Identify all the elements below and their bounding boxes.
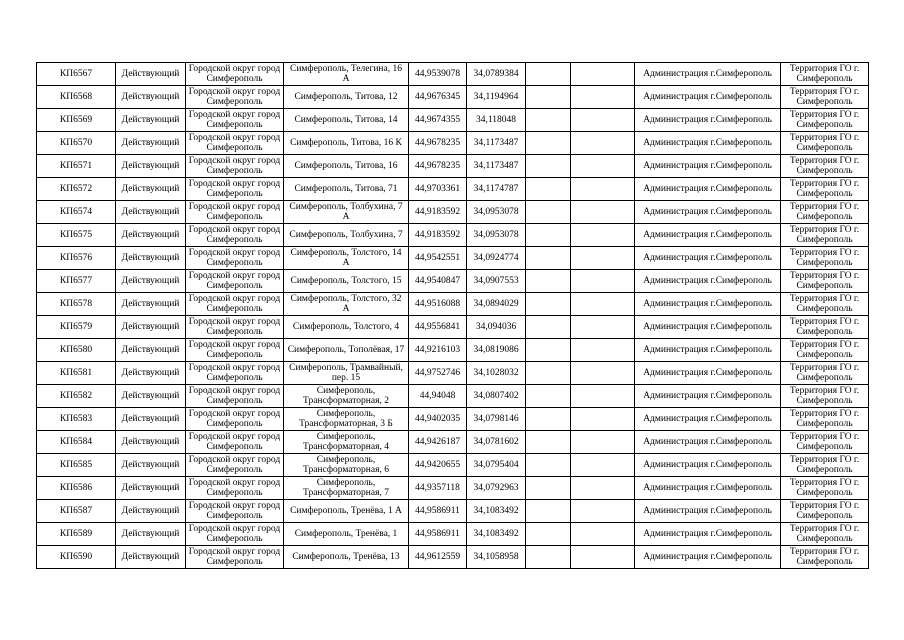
owner-cell: Администрация г.Симферополь (635, 224, 781, 247)
longitude-cell: 34,0781602 (467, 431, 526, 454)
longitude-cell: 34,0894029 (467, 293, 526, 316)
latitude-cell: 44,9183592 (409, 224, 467, 247)
empty-cell (526, 201, 571, 224)
record-code-cell: КП6585 (37, 454, 116, 477)
status-cell: Действующий (116, 362, 186, 385)
empty-cell (526, 362, 571, 385)
record-code-cell: КП6575 (37, 224, 116, 247)
latitude-cell: 44,9542551 (409, 247, 467, 270)
empty-cell (526, 523, 571, 546)
longitude-cell: 34,1194964 (467, 86, 526, 109)
territory-cell: Территория ГО г. Симферополь (781, 155, 869, 178)
table-row (37, 477, 869, 500)
status-cell: Действующий (116, 63, 186, 86)
territory-cell: Территория ГО г. Симферополь (781, 109, 869, 132)
empty-cell (526, 454, 571, 477)
address-cell: Симферополь, Тренёва, 1 (284, 523, 409, 546)
latitude-cell: 44,9678235 (409, 155, 467, 178)
record-code-cell: КП6569 (37, 109, 116, 132)
district-cell: Городской округ город Симферополь (186, 477, 284, 500)
empty-cell (526, 477, 571, 500)
table-row (37, 63, 869, 86)
address-cell: Симферополь, Титова, 14 (284, 109, 409, 132)
latitude-cell: 44,9216103 (409, 339, 467, 362)
table-row (37, 362, 869, 385)
latitude-cell: 44,9703361 (409, 178, 467, 201)
empty-cell (571, 63, 635, 86)
district-cell: Городской округ город Симферополь (186, 247, 284, 270)
empty-cell (571, 546, 635, 569)
territory-cell: Территория ГО г. Симферополь (781, 454, 869, 477)
longitude-cell: 34,0819086 (467, 339, 526, 362)
registry-table (36, 62, 869, 569)
table-row (37, 431, 869, 454)
record-code-cell: КП6567 (37, 63, 116, 86)
status-cell: Действующий (116, 270, 186, 293)
territory-cell: Территория ГО г. Симферополь (781, 201, 869, 224)
district-cell: Городской округ город Симферополь (186, 385, 284, 408)
table-row (37, 178, 869, 201)
district-cell: Городской округ город Симферополь (186, 316, 284, 339)
status-cell: Действующий (116, 293, 186, 316)
district-cell: Городской округ город Симферополь (186, 155, 284, 178)
territory-cell: Территория ГО г. Симферополь (781, 270, 869, 293)
owner-cell: Администрация г.Симферополь (635, 155, 781, 178)
empty-cell (571, 316, 635, 339)
longitude-cell: 34,0795404 (467, 454, 526, 477)
empty-cell (526, 408, 571, 431)
empty-cell (571, 339, 635, 362)
territory-cell: Территория ГО г. Симферополь (781, 477, 869, 500)
record-code-cell: КП6579 (37, 316, 116, 339)
owner-cell: Администрация г.Симферополь (635, 523, 781, 546)
empty-cell (526, 293, 571, 316)
longitude-cell: 34,094036 (467, 316, 526, 339)
address-cell: Симферополь, Трансформаторная, 4 (284, 431, 409, 454)
longitude-cell: 34,1058958 (467, 546, 526, 569)
status-cell: Действующий (116, 132, 186, 155)
status-cell: Действующий (116, 477, 186, 500)
table-row (37, 86, 869, 109)
record-code-cell: КП6581 (37, 362, 116, 385)
longitude-cell: 34,0907553 (467, 270, 526, 293)
owner-cell: Администрация г.Симферополь (635, 454, 781, 477)
table-row (37, 316, 869, 339)
empty-cell (526, 385, 571, 408)
table-row (37, 408, 869, 431)
address-cell: Симферополь, Тополёвая, 17 (284, 339, 409, 362)
owner-cell: Администрация г.Симферополь (635, 408, 781, 431)
longitude-cell: 34,1083492 (467, 500, 526, 523)
district-cell: Городской округ город Симферополь (186, 86, 284, 109)
address-cell: Симферополь, Трансформаторная, 3 Б (284, 408, 409, 431)
district-cell: Городской округ город Симферополь (186, 546, 284, 569)
territory-cell: Территория ГО г. Симферополь (781, 385, 869, 408)
address-cell: Симферополь, Толстого, 14 А (284, 247, 409, 270)
status-cell: Действующий (116, 247, 186, 270)
empty-cell (571, 362, 635, 385)
record-code-cell: КП6584 (37, 431, 116, 454)
address-cell: Симферополь, Тренёва, 13 (284, 546, 409, 569)
district-cell: Городской округ город Симферополь (186, 523, 284, 546)
owner-cell: Администрация г.Симферополь (635, 431, 781, 454)
district-cell: Городской округ город Симферополь (186, 500, 284, 523)
longitude-cell: 34,0953078 (467, 201, 526, 224)
record-code-cell: КП6580 (37, 339, 116, 362)
status-cell: Действующий (116, 500, 186, 523)
owner-cell: Администрация г.Симферополь (635, 546, 781, 569)
latitude-cell: 44,9539078 (409, 63, 467, 86)
district-cell: Городской округ город Симферополь (186, 109, 284, 132)
empty-cell (571, 408, 635, 431)
latitude-cell: 44,9678235 (409, 132, 467, 155)
status-cell: Действующий (116, 546, 186, 569)
territory-cell: Территория ГО г. Симферополь (781, 63, 869, 86)
registry-rows (37, 63, 869, 569)
territory-cell: Территория ГО г. Симферополь (781, 339, 869, 362)
owner-cell: Администрация г.Симферополь (635, 109, 781, 132)
empty-cell (526, 431, 571, 454)
address-cell: Симферополь, Титова, 16 К (284, 132, 409, 155)
latitude-cell: 44,9586911 (409, 500, 467, 523)
address-cell: Симферополь, Толстого, 32 А (284, 293, 409, 316)
empty-cell (526, 316, 571, 339)
empty-cell (571, 109, 635, 132)
table-row (37, 155, 869, 178)
district-cell: Городской округ город Симферополь (186, 408, 284, 431)
empty-cell (526, 224, 571, 247)
empty-cell (526, 155, 571, 178)
owner-cell: Администрация г.Симферополь (635, 63, 781, 86)
table-row (37, 454, 869, 477)
empty-cell (526, 247, 571, 270)
district-cell: Городской округ город Симферополь (186, 362, 284, 385)
empty-cell (526, 178, 571, 201)
address-cell: Симферополь, Трансформаторная, 6 (284, 454, 409, 477)
owner-cell: Администрация г.Симферополь (635, 132, 781, 155)
district-cell: Городской округ город Симферополь (186, 63, 284, 86)
longitude-cell: 34,118048 (467, 109, 526, 132)
status-cell: Действующий (116, 316, 186, 339)
empty-cell (526, 86, 571, 109)
district-cell: Городской округ город Симферополь (186, 431, 284, 454)
table-row (37, 523, 869, 546)
district-cell: Городской округ город Симферополь (186, 293, 284, 316)
table-row (37, 132, 869, 155)
owner-cell: Администрация г.Симферополь (635, 339, 781, 362)
record-code-cell: КП6568 (37, 86, 116, 109)
territory-cell: Территория ГО г. Симферополь (781, 86, 869, 109)
latitude-cell: 44,9556841 (409, 316, 467, 339)
owner-cell: Администрация г.Симферополь (635, 500, 781, 523)
table-row (37, 546, 869, 569)
district-cell: Городской округ город Симферополь (186, 224, 284, 247)
owner-cell: Администрация г.Симферополь (635, 86, 781, 109)
district-cell: Городской округ город Симферополь (186, 178, 284, 201)
owner-cell: Администрация г.Симферополь (635, 362, 781, 385)
longitude-cell: 34,0798146 (467, 408, 526, 431)
longitude-cell: 34,1173487 (467, 132, 526, 155)
table-row (37, 500, 869, 523)
territory-cell: Территория ГО г. Симферополь (781, 546, 869, 569)
owner-cell: Администрация г.Симферополь (635, 201, 781, 224)
territory-cell: Территория ГО г. Симферополь (781, 224, 869, 247)
record-code-cell: КП6582 (37, 385, 116, 408)
latitude-cell: 44,9540847 (409, 270, 467, 293)
address-cell: Симферополь, Толбухина, 7 (284, 224, 409, 247)
table-row (37, 339, 869, 362)
latitude-cell: 44,9586911 (409, 523, 467, 546)
owner-cell: Администрация г.Симферополь (635, 247, 781, 270)
record-code-cell: КП6587 (37, 500, 116, 523)
table-row (37, 270, 869, 293)
longitude-cell: 34,0789384 (467, 63, 526, 86)
empty-cell (571, 270, 635, 293)
longitude-cell: 34,0953078 (467, 224, 526, 247)
record-code-cell: КП6589 (37, 523, 116, 546)
empty-cell (571, 385, 635, 408)
territory-cell: Территория ГО г. Симферополь (781, 247, 869, 270)
longitude-cell: 34,0807402 (467, 385, 526, 408)
empty-cell (571, 523, 635, 546)
record-code-cell: КП6574 (37, 201, 116, 224)
longitude-cell: 34,1028032 (467, 362, 526, 385)
empty-cell (571, 431, 635, 454)
record-code-cell: КП6578 (37, 293, 116, 316)
owner-cell: Администрация г.Симферополь (635, 385, 781, 408)
empty-cell (571, 293, 635, 316)
record-code-cell: КП6583 (37, 408, 116, 431)
latitude-cell: 44,9420655 (409, 454, 467, 477)
territory-cell: Территория ГО г. Симферополь (781, 132, 869, 155)
status-cell: Действующий (116, 224, 186, 247)
table-row (37, 385, 869, 408)
longitude-cell: 34,0924774 (467, 247, 526, 270)
record-code-cell: КП6590 (37, 546, 116, 569)
district-cell: Городской округ город Симферополь (186, 270, 284, 293)
address-cell: Симферополь, Тренёва, 1 А (284, 500, 409, 523)
district-cell: Городской округ город Симферополь (186, 201, 284, 224)
territory-cell: Территория ГО г. Симферополь (781, 500, 869, 523)
status-cell: Действующий (116, 431, 186, 454)
empty-cell (526, 339, 571, 362)
territory-cell: Территория ГО г. Симферополь (781, 431, 869, 454)
empty-cell (526, 63, 571, 86)
owner-cell: Администрация г.Симферополь (635, 293, 781, 316)
owner-cell: Администрация г.Симферополь (635, 316, 781, 339)
status-cell: Действующий (116, 109, 186, 132)
empty-cell (526, 546, 571, 569)
address-cell: Симферополь, Трамвайный, пер. 15 (284, 362, 409, 385)
latitude-cell: 44,94048 (409, 385, 467, 408)
latitude-cell: 44,9674355 (409, 109, 467, 132)
empty-cell (571, 454, 635, 477)
territory-cell: Территория ГО г. Симферополь (781, 178, 869, 201)
latitude-cell: 44,9357118 (409, 477, 467, 500)
table-row (37, 109, 869, 132)
status-cell: Действующий (116, 385, 186, 408)
address-cell: Симферополь, Толбухина, 7 А (284, 201, 409, 224)
record-code-cell: КП6577 (37, 270, 116, 293)
status-cell: Действующий (116, 178, 186, 201)
record-code-cell: КП6572 (37, 178, 116, 201)
empty-cell (526, 132, 571, 155)
address-cell: Симферополь, Трансформаторная, 7 (284, 477, 409, 500)
empty-cell (526, 270, 571, 293)
record-code-cell: КП6576 (37, 247, 116, 270)
owner-cell: Администрация г.Симферополь (635, 178, 781, 201)
empty-cell (571, 500, 635, 523)
status-cell: Действующий (116, 454, 186, 477)
status-cell: Действующий (116, 155, 186, 178)
table-row (37, 201, 869, 224)
district-cell: Городской округ город Симферополь (186, 339, 284, 362)
territory-cell: Территория ГО г. Симферополь (781, 316, 869, 339)
territory-cell: Территория ГО г. Симферополь (781, 293, 869, 316)
status-cell: Действующий (116, 523, 186, 546)
latitude-cell: 44,9402035 (409, 408, 467, 431)
longitude-cell: 34,1083492 (467, 523, 526, 546)
address-cell: Симферополь, Титова, 12 (284, 86, 409, 109)
address-cell: Симферополь, Телегина, 16 А (284, 63, 409, 86)
longitude-cell: 34,1173487 (467, 155, 526, 178)
longitude-cell: 34,0792963 (467, 477, 526, 500)
empty-cell (571, 155, 635, 178)
record-code-cell: КП6570 (37, 132, 116, 155)
latitude-cell: 44,9612559 (409, 546, 467, 569)
latitude-cell: 44,9676345 (409, 86, 467, 109)
status-cell: Действующий (116, 408, 186, 431)
latitude-cell: 44,9752746 (409, 362, 467, 385)
address-cell: Симферополь, Титова, 16 (284, 155, 409, 178)
status-cell: Действующий (116, 339, 186, 362)
territory-cell: Территория ГО г. Симферополь (781, 408, 869, 431)
status-cell: Действующий (116, 86, 186, 109)
table-row (37, 247, 869, 270)
table-row (37, 224, 869, 247)
empty-cell (571, 178, 635, 201)
empty-cell (571, 477, 635, 500)
empty-cell (526, 500, 571, 523)
owner-cell: Администрация г.Симферополь (635, 477, 781, 500)
address-cell: Симферополь, Титова, 71 (284, 178, 409, 201)
district-cell: Городской округ город Симферополь (186, 132, 284, 155)
record-code-cell: КП6586 (37, 477, 116, 500)
district-cell: Городской округ город Симферополь (186, 454, 284, 477)
empty-cell (571, 86, 635, 109)
empty-cell (571, 247, 635, 270)
owner-cell: Администрация г.Симферополь (635, 270, 781, 293)
latitude-cell: 44,9516088 (409, 293, 467, 316)
status-cell: Действующий (116, 201, 186, 224)
empty-cell (571, 224, 635, 247)
latitude-cell: 44,9183592 (409, 201, 467, 224)
latitude-cell: 44,9426187 (409, 431, 467, 454)
table-row (37, 293, 869, 316)
address-cell: Симферополь, Толстого, 4 (284, 316, 409, 339)
record-code-cell: КП6571 (37, 155, 116, 178)
territory-cell: Территория ГО г. Симферополь (781, 523, 869, 546)
territory-cell: Территория ГО г. Симферополь (781, 362, 869, 385)
address-cell: Симферополь, Толстого, 15 (284, 270, 409, 293)
address-cell: Симферополь, Трансформаторная, 2 (284, 385, 409, 408)
empty-cell (526, 109, 571, 132)
empty-cell (571, 132, 635, 155)
longitude-cell: 34,1174787 (467, 178, 526, 201)
empty-cell (571, 201, 635, 224)
